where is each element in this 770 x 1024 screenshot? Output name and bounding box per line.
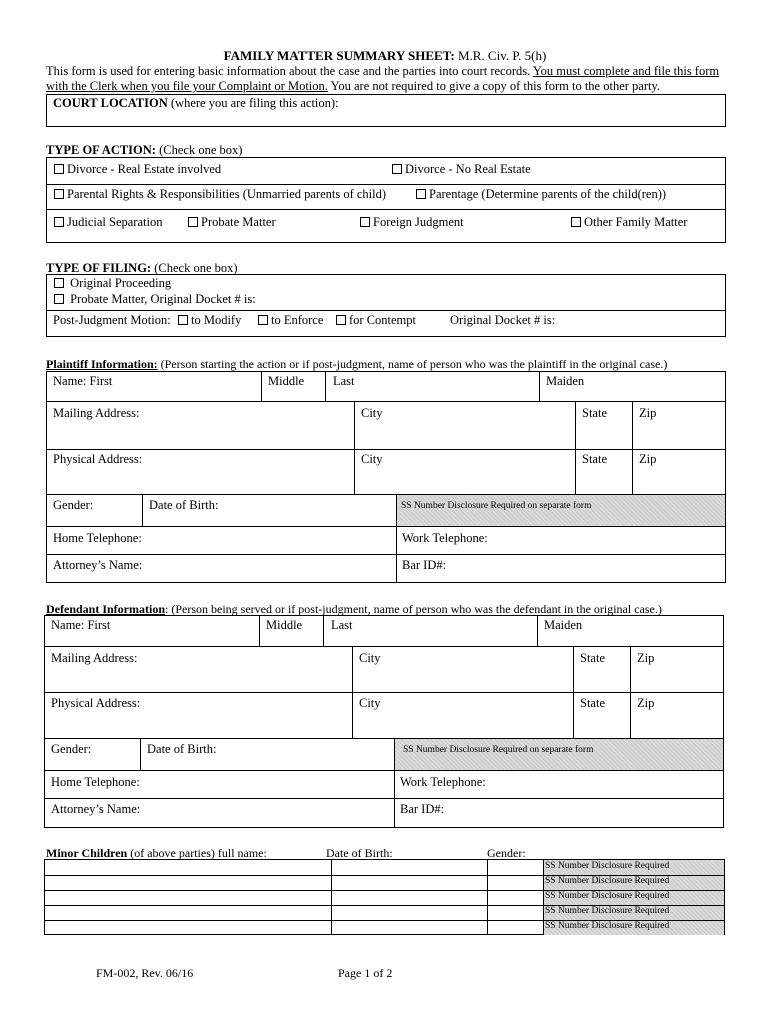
defendant-middle-label: Middle: [266, 618, 303, 632]
option-other-family-matter[interactable]: [571, 215, 687, 230]
original-docket-label: Original Docket # is:: [450, 313, 556, 327]
filing-probate-matter[interactable]: [54, 292, 256, 307]
minor-child-ss-notice: SS Number Disclosure Required: [545, 921, 670, 931]
divider: [630, 646, 631, 738]
plaintiff-last-label: Last: [333, 374, 355, 388]
option-foreign-judgment[interactable]: [360, 215, 464, 230]
minor-children-table: [44, 859, 725, 935]
defendant-heading-rest: : (Person being served or if post-judgment, name of person who was the defendant in the original case.): [165, 602, 662, 616]
option-parentage[interactable]: [416, 187, 666, 202]
checkbox[interactable]: [336, 315, 346, 325]
plaintiff-mailing-state-label: State: [582, 406, 607, 420]
defendant-physical-address-label: Physical Address:: [51, 696, 141, 710]
defendant-mailing-address-label: Mailing Address:: [51, 651, 138, 665]
plaintiff-home-tel-label: Home Telephone:: [53, 531, 142, 545]
minor-child-name-field[interactable]: [45, 905, 331, 920]
option-label: Parental Rights & Responsibilities (Unmarried parents of child): [67, 187, 387, 201]
plaintiff-mailing-city-label: City: [361, 406, 383, 420]
plaintiff-heading: [46, 357, 667, 372]
option-label: Probate Matter: [201, 215, 276, 229]
form-title: [0, 48, 770, 64]
option-label: Original Proceeding: [70, 276, 172, 290]
court-location-label-bold: COURT LOCATION: [53, 96, 168, 110]
plaintiff-box: [46, 371, 726, 583]
checkbox[interactable]: [54, 164, 64, 174]
option-label: Parentage (Determine parents of the child(ren)): [429, 187, 667, 201]
option-label: for Contempt: [349, 313, 417, 327]
plaintiff-heading-rest: (Person starting the action or if post-judgment, name of person who was the plaintiff in the original case.): [157, 357, 668, 371]
minor-children-heading-bold: Minor Children: [46, 846, 128, 860]
divider: [487, 860, 488, 935]
checkbox[interactable]: [360, 217, 370, 227]
option-parental-rights[interactable]: [54, 187, 386, 202]
divider: [44, 646, 724, 647]
divider: [575, 401, 576, 494]
plaintiff-heading-bold: Plaintiff Information:: [46, 357, 158, 371]
type-of-action-heading: [46, 143, 242, 158]
divider: [46, 401, 726, 402]
minor-child-ss-notice: SS Number Disclosure Required: [545, 891, 670, 901]
checkbox[interactable]: [571, 217, 581, 227]
divider: [331, 860, 332, 935]
plaintiff-mailing-zip-label: Zip: [639, 406, 657, 420]
minor-child-name-field[interactable]: [45, 875, 331, 890]
type-of-action-bold: TYPE OF ACTION:: [46, 143, 156, 157]
checkbox[interactable]: [54, 217, 64, 227]
option-label: Divorce - No Real Estate: [405, 162, 531, 176]
form-title-bold: FAMILY MATTER SUMMARY SHEET:: [223, 48, 455, 63]
option-label: Divorce - Real Estate involved: [67, 162, 222, 176]
defendant-mailing-state-label: State: [580, 651, 605, 665]
divider: [46, 184, 726, 185]
plaintiff-ss-notice: SS Number Disclosure Required on separate form: [401, 501, 592, 511]
option-judicial-separation[interactable]: [54, 215, 162, 230]
divider: [46, 310, 726, 311]
plaintiff-work-tel-label: Work Telephone:: [402, 531, 488, 545]
option-label: Foreign Judgment: [373, 215, 464, 229]
divider: [140, 738, 141, 770]
defendant-work-tel-label: Work Telephone:: [400, 775, 486, 789]
divider: [352, 646, 353, 738]
plaintiff-physical-city-label: City: [361, 452, 383, 466]
defendant-heading-bold: Defendant Information: [46, 602, 165, 616]
minor-children-heading-rest: (of above parties) full name:: [127, 846, 267, 860]
divider: [323, 615, 324, 646]
plaintiff-physical-address-label: Physical Address:: [53, 452, 143, 466]
option-label: to Modify: [191, 313, 242, 327]
divider: [44, 770, 724, 771]
defendant-gender-label: Gender:: [51, 742, 92, 756]
defendant-maiden-label: Maiden: [544, 618, 583, 632]
intro-tail: You are not required to give a copy of this form to the other party.: [327, 79, 661, 93]
defendant-home-tel-label: Home Telephone:: [51, 775, 140, 789]
plaintiff-dob-label: Date of Birth:: [149, 498, 219, 512]
plaintiff-bar-id-label: Bar ID#:: [402, 558, 447, 572]
defendant-attorney-label: Attorney’s Name:: [51, 802, 141, 816]
plaintiff-middle-label: Middle: [268, 374, 305, 388]
checkbox[interactable]: [178, 315, 188, 325]
minor-children-gender-header: Gender:: [487, 846, 526, 860]
divider: [44, 798, 724, 799]
defendant-bar-id-label: Bar ID#:: [400, 802, 445, 816]
plaintiff-attorney-label: Attorney’s Name:: [53, 558, 143, 572]
defendant-physical-city-label: City: [359, 696, 381, 710]
defendant-dob-label: Date of Birth:: [147, 742, 217, 756]
divider: [46, 449, 726, 450]
court-location-label-rest: (where you are filing this action):: [167, 96, 339, 110]
checkbox[interactable]: [416, 189, 426, 199]
plaintiff-maiden-label: Maiden: [546, 374, 585, 388]
plaintiff-physical-state-label: State: [582, 452, 607, 466]
divider: [325, 371, 326, 401]
form-rule: M.R. Civ. P. 5(h): [454, 48, 547, 63]
intro-underlined: You must complete and file this form with the Clerk when you file your Complaint or Motion.: [46, 64, 720, 93]
minor-child-ss-notice: SS Number Disclosure Required: [545, 876, 670, 886]
post-judgment-label: Post-Judgment Motion:: [53, 313, 171, 327]
intro-plain: This form is used for entering basic information about the case and the parties into court records.: [46, 64, 533, 78]
defendant-physical-zip-label: Zip: [637, 696, 655, 710]
form-id: FM-002, Rev. 06/16: [96, 966, 194, 980]
defendant-ss-notice: SS Number Disclosure Required on separate form: [403, 745, 594, 755]
minor-child-name-field[interactable]: [45, 860, 331, 875]
plaintiff-physical-zip-label: Zip: [639, 452, 657, 466]
type-of-action-rest: (Check one box): [155, 143, 243, 157]
filing-original-proceeding[interactable]: [54, 276, 171, 291]
divider: [354, 401, 355, 494]
defendant-mailing-zip-label: Zip: [637, 651, 655, 665]
defendant-last-label: Last: [331, 618, 353, 632]
divider: [44, 692, 724, 693]
divider: [543, 860, 544, 935]
plaintiff-mailing-address-label: Mailing Address:: [53, 406, 140, 420]
type-of-filing-rest: (Check one box): [151, 261, 238, 275]
defendant-mailing-city-label: City: [359, 651, 381, 665]
divider: [539, 371, 540, 401]
option-label: Judicial Separation: [67, 215, 163, 229]
checkbox[interactable]: [258, 315, 268, 325]
minor-children-dob-header: Date of Birth:: [326, 846, 393, 860]
checkbox[interactable]: [54, 189, 64, 199]
option-divorce-no-real-estate[interactable]: [392, 162, 531, 177]
option-label: to Enforce: [271, 313, 324, 327]
plaintiff-first-name-label: Name: First: [53, 374, 113, 388]
minor-child-name-field[interactable]: [45, 920, 331, 935]
type-of-filing-bold: TYPE OF FILING:: [46, 261, 152, 275]
checkbox[interactable]: [54, 278, 64, 288]
defendant-first-name-label: Name: First: [51, 618, 111, 632]
checkbox[interactable]: [188, 217, 198, 227]
divider: [632, 401, 633, 494]
filing-to-modify[interactable]: [178, 313, 241, 328]
plaintiff-gender-label: Gender:: [53, 498, 94, 512]
option-probate-matter[interactable]: [188, 215, 276, 230]
checkbox[interactable]: [54, 294, 64, 304]
court-location-label: [53, 96, 339, 111]
filing-to-enforce[interactable]: [258, 313, 323, 328]
divider: [259, 615, 260, 646]
divider: [46, 209, 726, 210]
divider: [573, 646, 574, 738]
form-intro: [46, 64, 736, 94]
option-label: Other Family Matter: [584, 215, 688, 229]
divider: [261, 371, 262, 401]
minor-child-ss-notice: SS Number Disclosure Required: [545, 861, 670, 871]
divider: [46, 526, 726, 527]
minor-child-name-field[interactable]: [45, 890, 331, 905]
page-number: Page 1 of 2: [338, 966, 393, 980]
checkbox[interactable]: [392, 164, 402, 174]
option-label: Probate Matter, Original Docket # is:: [70, 292, 256, 306]
divider: [537, 615, 538, 646]
defendant-physical-state-label: State: [580, 696, 605, 710]
filing-for-contempt[interactable]: [336, 313, 416, 328]
divider: [142, 494, 143, 526]
minor-child-ss-notice: SS Number Disclosure Required: [545, 906, 670, 916]
option-divorce-real-estate[interactable]: [54, 162, 221, 177]
divider: [46, 554, 726, 555]
